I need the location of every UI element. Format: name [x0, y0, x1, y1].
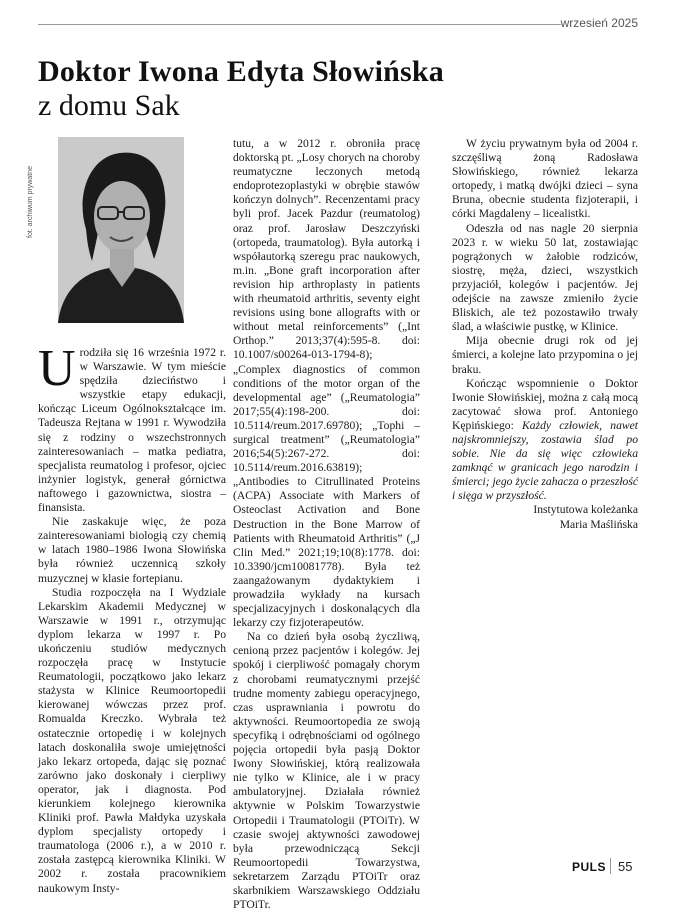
issue-date: wrzesień 2025 — [560, 16, 638, 30]
paragraph — [38, 340, 226, 515]
paragraph — [452, 377, 638, 504]
article-subtitle: z domu Sak — [38, 89, 180, 122]
page-number: 55 — [618, 859, 633, 874]
portrait-photo — [58, 137, 184, 323]
paragraph: tutu, a w 2012 r. obroniła pracę doktorską pt. „Losy chorych na choroby reumatyczne leczonych metodą endoprotezoplastyki w obrębie stawów kończyn dolnych”. Recenzentami pracy byli prof. Jacek Pazdur (reumatolog) oraz prof. Jarosław Deszczyński (ortopeda, traumatolog). Była autorką i współautorką szeregu prac naukowych, m.in. „Bone graft incorporation after revision hip arthroplasty in patients with rheumatoid arthritis, seventy eight revisions using bone allografts with or without metal reinforcements” („Int Orthop.” 2013;37(4):595-8. doi: 10.1007/s00264-013-1794-8); „Complex diagnostics of common conditions of the motor organ of the developmental age” („Reumatologia” 2017;55(4):198-200. doi: 10.5114/reum.2017.69780); „Tophi – surgical treatment” („Reumatologia” 2016;54(5):267-272. doi: 10.5114/reum.2016.63819); „Antibodies to Citrullinated Proteins (ACPA) Associate with Markers of Osteoclast Activation and Bone Destruction in the Bone Marrow of Patients with Rheumatoid Arthritis” („J Clin Med.” 2021;19;10(8):1778. doi: 10.3390/jcm10081778). Była też zaangażowanym dydaktykiem i prowadziła wykłady na kursach specjalizacyjnych i doskonalących dla lekarzy czy fizjoterapeutów. — [233, 137, 420, 630]
photo-caption: fot. archiwum prywatne — [27, 166, 34, 238]
portrait-illustration — [58, 137, 184, 323]
paragraph: Odeszła od nas nagle 20 sierpnia 2023 r. w wieku 50 lat, zostawiając pogrążonych w żałobie rodziców, siostrę, męża, dzieci, wszystkich przyjaciół, kolegów i pacjentów. Jej odejście na zawsze zmieniło życie Bliskich, ale też pozostawiło trwały ślad, a właściwie pustkę, w Klinice. — [452, 221, 638, 334]
signature-role: Instytutowa koleżanka — [533, 503, 638, 517]
drop-cap: U — [38, 340, 76, 397]
article-column-2 — [233, 137, 420, 912]
paragraph: Studia rozpoczęła na I Wydziale Lekarskim Akademii Medycznej w Warszawie w 1991 r., otrzymując dyplom lekarza w 1997 r. Po ukończeniu studiów medycznych rozpoczęła pracę w Instytucie Reumatologii, początkowo jako lekarz stażysta w Klinice Reumoortopedii kierowanej wówczas przez prof. Romualda Kreczko. Wybrała też ostatecznie ortopedię i w kolejnych latach doskonaliła swoje umiejętności jako lekarz ortopeda, dając się poznać zarówno jako doskonały i cierpliwy operator, jak i diagnosta. Pod kierunkiem kolejnego kierownika Kliniki prof. Pawła Małdyka uzyskała dyplom specjalisty ortopedy i traumatologa (2006 r.), a w 2010 r. została zastępcą kierownika Kliniki. W 2002 r. została pracownikiem naukowym Insty- — [38, 585, 226, 895]
paragraph: Mija obecnie drugi rok od jej śmierci, a kolejne lato przypomina o jej braku. — [452, 334, 638, 376]
paragraph: Na co dzień była osobą życzliwą, cenioną przez pacjentów i kolegów. Jej spokój i cierpliwość pomagały chorym z chorobami reumatycznymi przejść trudne momenty zabiegu operacyjnego, czas usprawniania i powrotu do aktywności. Reumoortopedia ze swoją specyfiką i odrębnościami od ogólnego pojęcia ortopedii była pasją Doktor Iwony Słowińskiej, którą realizowała nie tylko w Klinice, ale i w pracy ambulatoryjnej. Działała również aktywnie w Polskim Towarzystwie Ortopedii i Traumatologii (PTOiTr). W czasie swojej aktywności zawodowej była przewodniczącą Sekcji Reumoortopedii Towarzystwa, sekretarzem Zarządu PTOiTr oraz skarbnikiem Warszawskiego Oddziału PTOiTr. — [233, 630, 420, 912]
article-column-1 — [38, 340, 226, 896]
paragraph: W życiu prywatnym była od 2004 r. szczęśliwą żoną Radosława Słowińskiego, również lekarza ortopedy, i matką dwójki dzieci – syna Bruna, obecnie studenta fizjoterapii, i córki Magdaleny – licealistki. — [452, 137, 638, 221]
article-column-3 — [452, 137, 638, 532]
signature-name: Maria Maślińska — [559, 517, 638, 531]
paragraph-text: rodziła się 16 września 1972 r. w Warszawie. W tym mieście spędziła dzieciństwo i wszystkie etapy edukacji, kończąc Liceum Ogólnokształcące im. Tadeusza Rejtana w 1991 r. Wywodziła się z rodziny o wszechstronnych zainteresowaniach – matka pediatra, specjalista reumatolog i profesor, ojciec inżynier logistyk, generał górnictwa naftowego i gazownictwa, siostra – finansista. — [38, 346, 226, 515]
paragraph: Nie zaskakuje więc, że poza zainteresowaniami biologią czy chemią w latach 1980–1986 Iwona Słowińska była również uczennicą szkoły muzycznej w klasie fortepianu. — [38, 515, 226, 585]
footer-divider — [610, 858, 611, 874]
header-rule — [38, 24, 561, 25]
kepinski-quote: Każdy człowiek, nawet najskromniejszy, zostawia ślad po sobie. Nie da się więc człowieka zamknąć w granicach jego narodzin i śmierci; jego życie zahacza o przeszłość i sięga w przyszłość. — [452, 418, 639, 503]
article-title: Doktor Iwona Edyta Słowińska — [38, 55, 444, 88]
magazine-name: PULS — [572, 860, 607, 874]
paragraph-text: Kończąc wspomnienie o Doktor Iwonie Słowińskiej, można z całą mocą zacytować słowa prof. Antoniego Kępińskiego: — [452, 376, 638, 432]
